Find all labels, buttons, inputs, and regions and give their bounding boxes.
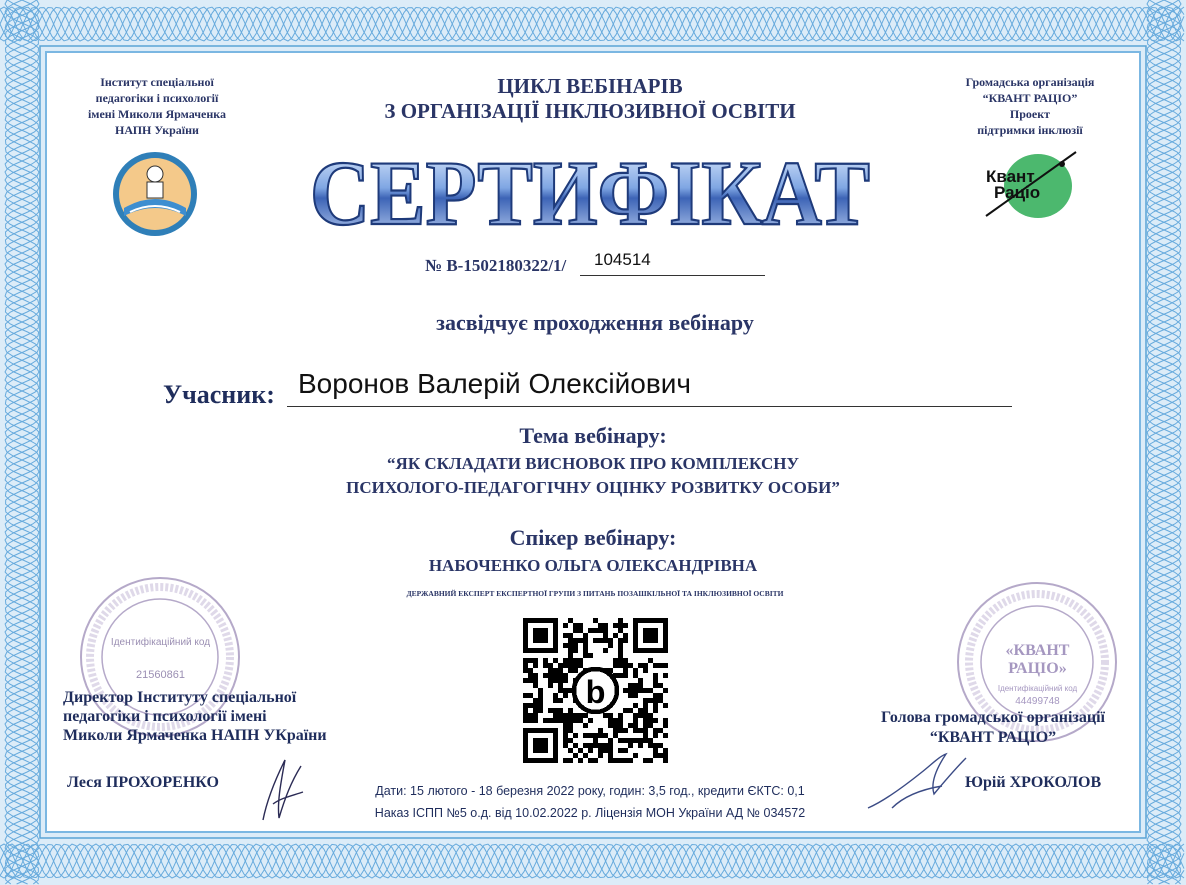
certificate-number-prefix: № B-1502180322/1/ — [425, 256, 567, 275]
topic-label: Тема вебінару: — [519, 423, 667, 448]
title-text: СЕРТИФІКАТ — [310, 142, 870, 240]
confirms-text: засвідчує проходження вебінару — [436, 310, 754, 335]
right-org-line: підтримки інклюзії — [977, 123, 1083, 137]
right-signer-role — [858, 708, 1128, 748]
signature-right-icon — [862, 748, 972, 820]
participant-underline — [287, 406, 1012, 407]
header-line2: З ОРГАНІЗАЦІЇ ІНКЛЮЗИВНОЇ ОСВІТИ — [384, 99, 796, 123]
right-signer-name: Юрій ХРОКОЛОВ — [965, 774, 1102, 791]
speaker-name: НАБОЧЕНКО ОЛЬГА ОЛЕКСАНДРІВНА — [428, 556, 758, 575]
title — [300, 140, 880, 240]
stamp-right-code: 44499748 — [1015, 696, 1060, 707]
stamp-left-code-label: Ідентифікаційний код — [110, 637, 211, 648]
kvant-ratsio-logo-icon — [980, 146, 1080, 230]
right-org-line: “КВАНТ РАЦІО” — [982, 91, 1078, 105]
left-signer-name: Леся ПРОХОРЕНКО — [67, 774, 219, 791]
logo-text-line1: Квант — [986, 167, 1035, 186]
number-underline — [580, 275, 765, 276]
qr-code-icon — [523, 618, 668, 763]
topic-line2: ПСИХОЛОГО-ПЕДАГОГІЧНУ ОЦІНКУ РОЗВИТКУ ОСОБИ” — [346, 478, 840, 497]
left-role-line: Директор Інституту спеціальної — [63, 689, 297, 706]
right-role-line: Голова громадської організації — [881, 709, 1105, 726]
certificate-number-value: 104514 — [594, 250, 651, 269]
speaker-title: ДЕРЖАВНИЙ ЕКСПЕРТ ЕКСПЕРТНОЇ ГРУПИ З ПИТАНЬ ПОЗАШКІЛЬНОЇ ТА ІНКЛЮЗИВНОЇ ОСВІТИ — [406, 589, 784, 598]
topic-line1: “ЯК СКЛАДАТИ ВИСНОВОК ПРО КОМПЛЕКСНУ — [387, 454, 799, 473]
left-signer-role — [63, 688, 363, 745]
speaker-label: Спікер вебінару: — [509, 525, 677, 550]
right-org-line: Громадська організація — [965, 75, 1095, 89]
left-org-line: імені Миколи Ярмаченка — [87, 107, 227, 121]
topic-text — [253, 452, 933, 500]
left-org-line: НАПН України — [115, 123, 199, 137]
stamp-left-code: 21560861 — [136, 669, 185, 681]
svg-text:b: b — [585, 674, 606, 710]
institute-logo-icon — [110, 150, 200, 238]
header-line1: ЦИКЛ ВЕБІНАРІВ — [497, 74, 683, 98]
participant-label: Учасник: — [163, 380, 275, 409]
left-org-line: педагогіки і психології — [95, 91, 219, 105]
stamp-right-code-label: Ідентифікаційний код — [997, 684, 1078, 693]
right-org-name — [935, 74, 1125, 138]
footer-order: Наказ ІСПП №5 о.д. від 10.02.2022 р. Ліцензія МОН України АД № 034572 — [374, 806, 806, 820]
left-role-line: Миколи Ярмаченка НАПН УКраїни — [63, 727, 327, 744]
left-role-line: педагогіки і психології імені — [63, 708, 267, 725]
header — [340, 74, 840, 124]
left-org-name — [62, 74, 252, 138]
right-org-line: Проект — [1009, 107, 1051, 121]
stamp-right-org: «КВАНТ РАЦІО» — [1005, 642, 1070, 677]
left-org-line: Інститут спеціальної — [100, 75, 214, 89]
signature-left-icon — [255, 752, 310, 824]
footer-dates: Дати: 15 лютого - 18 березня 2022 року, годин: 3,5 год., кредити ЄКТС: 0,1 — [375, 784, 805, 798]
footer — [330, 780, 850, 824]
right-role-line: “КВАНТ РАЦІО” — [929, 729, 1057, 746]
participant-name: Воронов Валерій Олексійович — [298, 368, 691, 399]
logo-text-line2: Раціо — [994, 183, 1041, 202]
